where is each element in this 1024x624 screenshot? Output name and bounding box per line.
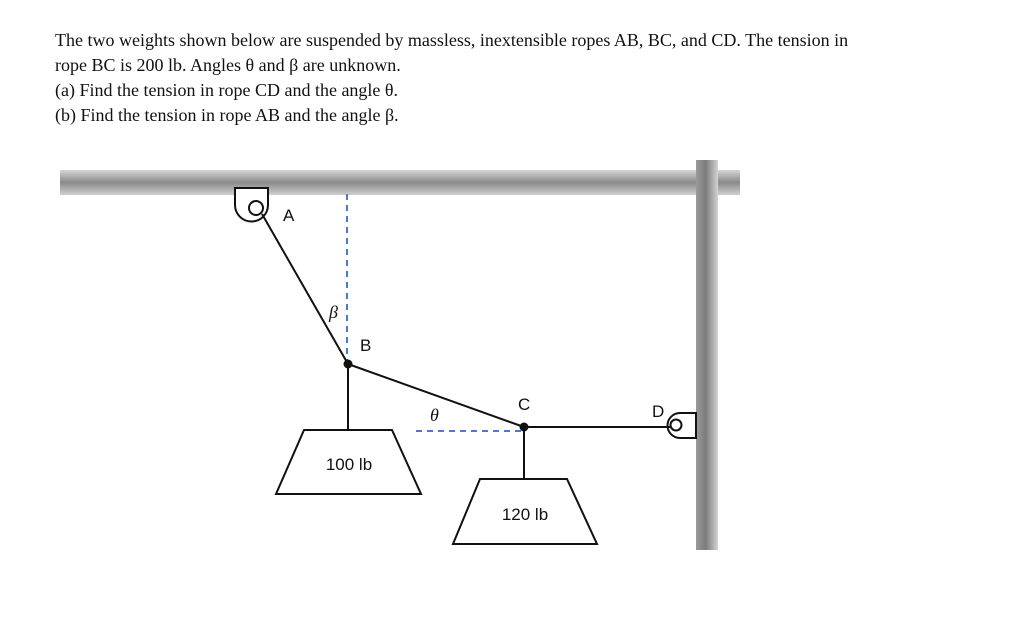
label-theta: θ [430, 405, 439, 425]
label-d: D [652, 402, 665, 421]
problem-part-a: (a) Find the tension in rope CD and the angle θ. [55, 80, 399, 100]
anchor-d [668, 413, 697, 438]
label-b: B [360, 336, 372, 355]
joint-b [344, 360, 353, 369]
joint-c [520, 423, 529, 432]
wall [696, 160, 718, 550]
weight-right-label: 120 lb [501, 505, 549, 524]
label-beta: β [329, 302, 338, 322]
rope-ab [262, 214, 348, 364]
weight-left-label: 100 lb [325, 455, 373, 474]
problem-line-2: rope BC is 200 lb. Angles θ and β are unknown. [55, 55, 401, 75]
problem-line-1: The two weights shown below are suspended by massless, inextensible ropes AB, BC, and CD. The tension in [55, 30, 849, 50]
label-a: A [283, 206, 295, 225]
problem-part-b: (b) Find the tension in rope AB and the angle β. [55, 105, 399, 125]
label-c: C [518, 395, 531, 414]
ceiling [60, 170, 740, 195]
